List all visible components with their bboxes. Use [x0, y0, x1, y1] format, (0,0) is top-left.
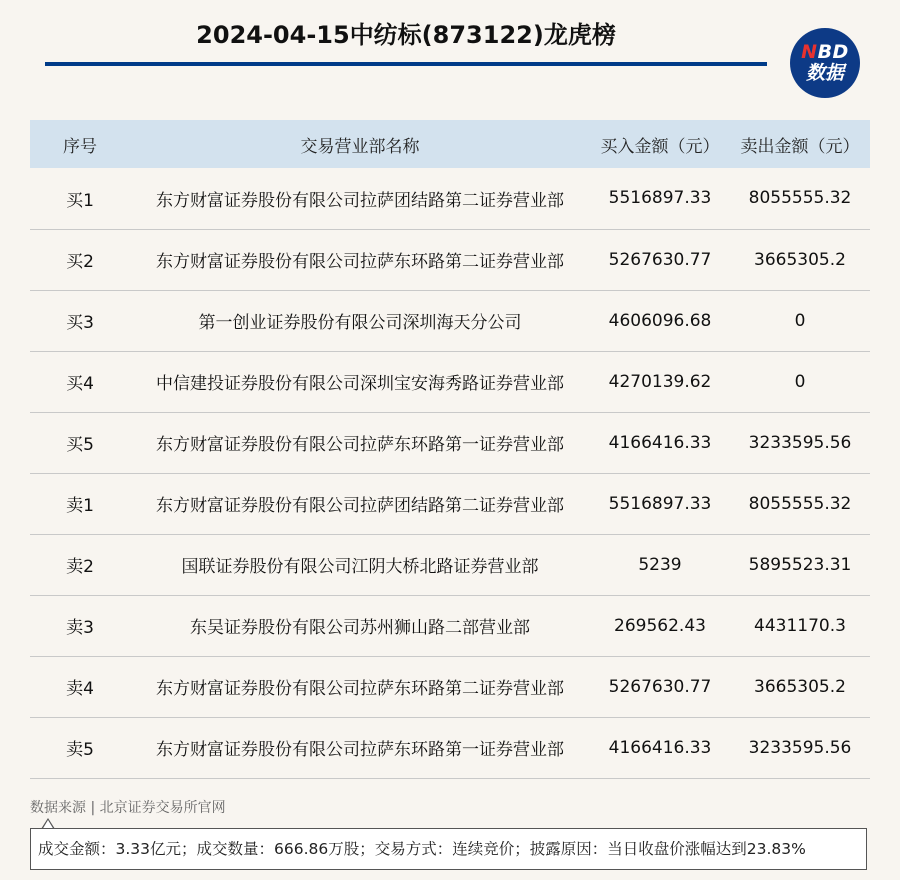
cell-rank: 买4: [66, 374, 94, 394]
cell-rank: 买2: [66, 252, 94, 272]
cell-buy-amount: 5516897.33: [608, 188, 712, 209]
cell-branch-name: 东方财富证券股份有限公司拉萨东环路第一证券营业部: [156, 740, 564, 760]
cell-branch-name: 中信建投证券股份有限公司深圳宝安海秀路证券营业部: [156, 374, 564, 394]
cell-rank: 卖5: [66, 740, 94, 760]
cell-branch-name: 东方财富证券股份有限公司拉萨东环路第二证券营业部: [156, 679, 564, 699]
cell-buy-amount: 4606096.68: [608, 310, 712, 331]
logo-text-nbd: [801, 42, 849, 62]
cell-rank: 买1: [66, 190, 94, 211]
cell-buy-amount: 4270139.62: [608, 371, 712, 392]
cell-rank: 卖4: [66, 679, 94, 699]
cell-buy-amount: 5267630.77: [608, 676, 712, 697]
header-rank: 序号: [63, 136, 97, 157]
logo-letters-bd: BD: [817, 41, 849, 63]
header-sell-amount: 卖出金额（元）: [740, 136, 860, 157]
table-row: [30, 290, 870, 351]
trade-summary-box: 成交金额：3.33亿元；成交数量：666.86万股；交易方式：连续竞价；披露原因：当日收盘价涨幅达到23.83%: [30, 828, 867, 870]
table-body: [30, 168, 870, 778]
table-row: [30, 229, 870, 290]
table-row: [30, 473, 870, 534]
cell-buy-amount: 4166416.33: [608, 432, 712, 453]
cell-sell-amount: 4431170.3: [754, 615, 846, 636]
table-row: [30, 168, 870, 229]
cell-branch-name: 国联证券股份有限公司江阴大桥北路证券营业部: [181, 557, 539, 577]
cell-sell-amount: 0: [794, 371, 806, 392]
header-branch-name: 交易营业部名称: [300, 136, 420, 157]
page-title: 2024-04-15中纺标(873122)龙虎榜: [196, 21, 616, 49]
nbd-logo: [790, 28, 860, 98]
cell-sell-amount: 0: [794, 310, 806, 331]
cell-branch-name: 东方财富证券股份有限公司拉萨东环路第二证券营业部: [156, 252, 564, 272]
logo-text-data: 数据: [805, 62, 844, 84]
table-row: [30, 656, 870, 717]
cell-branch-name: 第一创业证券股份有限公司深圳海天分公司: [198, 313, 522, 333]
cell-buy-amount: 5516897.33: [608, 493, 712, 514]
cell-sell-amount: 8055555.32: [748, 493, 852, 514]
data-source-note: 数据来源 | 北京证券交易所官网: [30, 800, 226, 816]
cell-branch-name: 东方财富证券股份有限公司拉萨团结路第二证券营业部: [156, 496, 564, 516]
table-row: [30, 351, 870, 412]
table-row: [30, 595, 870, 656]
cell-buy-amount: 5239: [638, 554, 682, 575]
cell-sell-amount: 8055555.32: [748, 188, 852, 209]
cell-sell-amount: 3233595.56: [748, 737, 852, 758]
table-header: [30, 120, 870, 168]
header-row: [30, 120, 870, 168]
title-underline: [45, 62, 767, 66]
ranking-table: [30, 120, 870, 779]
logo-letter-n: N: [801, 41, 818, 63]
cell-sell-amount: 3665305.2: [754, 676, 846, 697]
table-row: [30, 412, 870, 473]
table-row: [30, 717, 870, 778]
cell-rank: 卖2: [66, 557, 94, 577]
cell-rank: 买5: [66, 435, 94, 455]
cell-sell-amount: 3665305.2: [754, 249, 846, 270]
cell-buy-amount: 269562.43: [614, 615, 706, 636]
cell-branch-name: 东吴证券股份有限公司苏州狮山路二部营业部: [190, 618, 530, 638]
cell-branch-name: 东方财富证券股份有限公司拉萨东环路第一证券营业部: [156, 435, 564, 455]
cell-branch-name: 东方财富证券股份有限公司拉萨团结路第二证券营业部: [156, 190, 564, 211]
cell-sell-amount: 3233595.56: [748, 432, 852, 453]
cell-buy-amount: 5267630.77: [608, 249, 712, 270]
cell-rank: 卖3: [66, 618, 94, 638]
table-row: [30, 534, 870, 595]
cell-buy-amount: 4166416.33: [608, 737, 712, 758]
header-buy-amount: 买入金额（元）: [600, 136, 720, 157]
cell-rank: 卖1: [66, 496, 94, 516]
cell-sell-amount: 5895523.31: [748, 554, 852, 575]
cell-rank: 买3: [66, 313, 94, 333]
